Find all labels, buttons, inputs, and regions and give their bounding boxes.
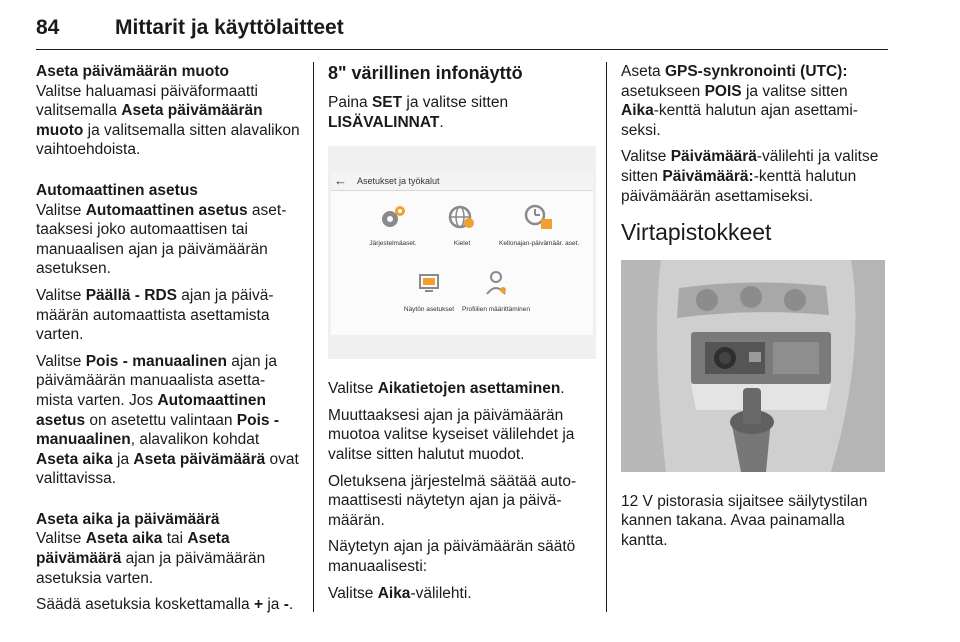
column-divider bbox=[313, 62, 314, 612]
section-heading-auto-setting: Automaattinen asetus bbox=[36, 181, 198, 199]
paragraph: Muuttaaksesi ajan ja päivämäärän muotoa valitse kyseiset välilehdet ja valitse sitten halutut muodot. bbox=[328, 406, 575, 463]
paragraph: Näytetyn ajan ja päivämäärän säätö manuaalisesti: bbox=[328, 538, 576, 575]
paragraph: Valitse Pois - manuaalinen ajan ja päivämäärän manuaalista asetta-mista varten. Jos Automaattinen asetus on asetettu valintaan Pois - manuaalinen, alavalikon kohdat Aseta aika ja Aseta päivämäärä ovat valittavissa. bbox=[36, 352, 299, 488]
column-divider bbox=[606, 62, 607, 612]
globe-icon bbox=[445, 202, 479, 232]
paragraph: 12 V pistorasia sijaitsee säilytystilan kannen takana. Avaa painamalla kantta. bbox=[621, 492, 868, 549]
screen-title-bar bbox=[331, 172, 593, 191]
paragraph: Valitse Automaattinen asetus aset-taaksesi joko automaattisen tai manuaalisen ajan ja päivämäärän asetuksen. bbox=[36, 201, 287, 278]
header-rule bbox=[36, 49, 888, 50]
app-languages[interactable]: Kielet bbox=[439, 202, 485, 254]
paragraph: Aseta GPS-synkronointi (UTC): asetukseen POIS ja valitse sitten Aika-kenttä halutun ajan asettami-seksi. bbox=[621, 63, 858, 139]
paragraph: Oletuksena järjestelmä säätää auto-maattisesti näytetyn ajan ja päivä-määrän. bbox=[328, 472, 577, 529]
paragraph: Valitse Päivämäärä-välilehti ja valitse sitten Päivämäärä:-kenttä halutun päivämäärän asettamiseksi. bbox=[621, 148, 879, 205]
paragraph: Valitse Aseta aika tai Aseta päivämäärä ajan ja päivämäärän asetuksia varten. bbox=[36, 530, 266, 587]
column-2 bbox=[328, 62, 596, 610]
column-1 bbox=[36, 62, 301, 622]
monitor-icon bbox=[412, 268, 446, 298]
profile-icon bbox=[479, 268, 513, 298]
app-system-settings[interactable]: Järjestelmäaset. bbox=[363, 202, 423, 254]
settings-screen-figure bbox=[328, 146, 596, 359]
section-heading-power-outlets: Virtapistokkeet bbox=[621, 219, 772, 246]
paragraph: Valitse Päällä - RDS ajan ja päivä-määrän automaattista asettamista varten. bbox=[36, 286, 274, 344]
page-number: 84 bbox=[36, 16, 60, 39]
section-heading-time-date: Aseta aika ja päivämäärä bbox=[36, 510, 220, 528]
screen-title: Asetukset ja työkalut bbox=[357, 176, 440, 187]
paragraph: Valitse haluamasi päiväformaatti valitsemalla Aseta päivämäärän muoto ja valitsemalla sitten alavalikon vaihtoehdoista. bbox=[36, 82, 300, 159]
gear-icon bbox=[376, 202, 410, 232]
section-heading-date-format: Aseta päivämäärän muoto bbox=[36, 63, 229, 80]
app-time-date-settings[interactable]: Kellonajan-päivämäär. aset. bbox=[499, 202, 579, 254]
power-outlet-photo bbox=[621, 260, 885, 472]
app-display-settings[interactable]: Näytön asetukset bbox=[399, 268, 459, 320]
paragraph: Paina SET ja valitse sitten LISÄVALINNAT. bbox=[328, 94, 509, 131]
paragraph: Valitse Aika-välilehti. bbox=[328, 584, 472, 602]
app-profiles[interactable]: Profiilien määrittäminen bbox=[459, 268, 533, 320]
paragraph: Säädä asetuksia koskettamalla + ja -. bbox=[36, 596, 294, 614]
clock-calendar-icon bbox=[522, 202, 556, 232]
infotainment-screen bbox=[331, 172, 593, 335]
paragraph: Valitse Aikatietojen asettaminen. bbox=[328, 380, 565, 398]
back-arrow-icon[interactable]: ← bbox=[334, 173, 347, 189]
column-3 bbox=[621, 62, 887, 558]
page-header bbox=[36, 14, 888, 48]
page-title: Mittarit ja käyttölaitteet bbox=[115, 16, 344, 39]
section-heading-infodisplay: 8" värillinen infonäyttö bbox=[328, 63, 523, 83]
